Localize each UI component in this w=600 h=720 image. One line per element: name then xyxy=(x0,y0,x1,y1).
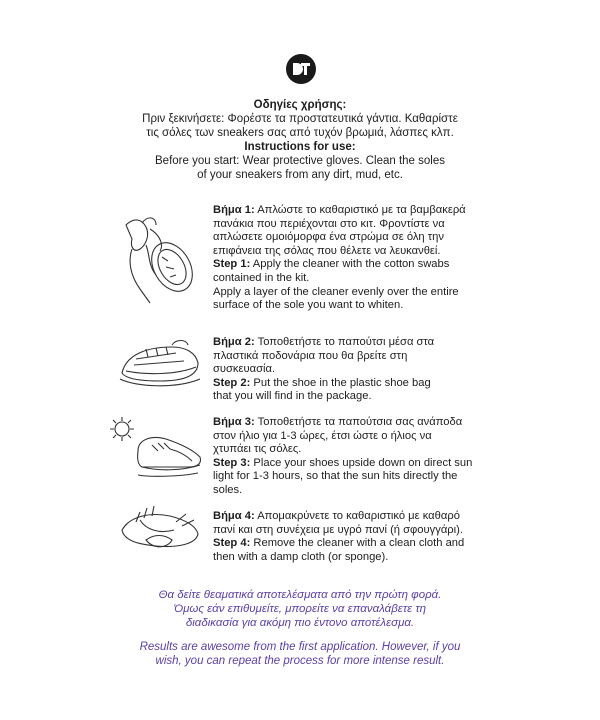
step-4-en-line-2: then with a damp cloth (or sponge). xyxy=(213,550,389,563)
step-4-el-line-2: πανί και στη συνέχεια με υγρό πανί (ή σφουγγάρι). xyxy=(213,523,463,536)
step-3 xyxy=(213,416,503,498)
results-note-el-line-2: Όμως εάν επιθυμείτε, μπορείτε να επαναλάβετε τη xyxy=(173,603,427,615)
logo-monogram-icon xyxy=(291,62,311,76)
step-2-el-line-3: συσκευασία. xyxy=(213,363,276,376)
brand-logo xyxy=(286,54,316,84)
step-1-en-line-2: contained in the kit. xyxy=(213,271,310,284)
intro-line-el-1: Πριν ξεκινήσετε: Φορέστε τα προστατευτικά γάντια. Καθαρίστε xyxy=(142,113,458,125)
step-3-en-line-2: light for 1-3 hours, so that the sun hits directly the xyxy=(213,470,458,483)
results-note-en-line-2: wish, you can repeat the process for more intense result. xyxy=(155,655,445,667)
step-1-en-line-1: Step 1: Apply the cleaner with the cotton swabs xyxy=(213,258,450,271)
step-1-label-el: Βήμα 1: xyxy=(213,204,255,216)
instructions-title-el: Οδηγίες χρήσης: xyxy=(253,99,347,111)
step-2-en-line-1: Step 2: Put the shoe in the plastic shoe bag xyxy=(213,376,431,389)
results-note-el-line-1: Θα δείτε θεαματικά αποτελέσματα από την πρώτη φορά. xyxy=(158,589,442,601)
step2-shoe-bag-illustration xyxy=(116,335,202,395)
step-1-en-line-4: surface of the sole you want to whiten. xyxy=(213,299,404,312)
results-note-en-line-1: Results are awesome from the first application. However, if you xyxy=(139,641,461,653)
step-1-el-line-3: απλώσετε ομοιόμορφα ένα στρώμα σε όλη την xyxy=(213,231,444,244)
step-1-label-en: Step 1: xyxy=(213,258,251,271)
step-3-label-el: Βήμα 3: xyxy=(213,416,255,428)
instructions-title-en: Instructions for use: xyxy=(244,141,356,153)
step-3-en-line-3: soles. xyxy=(213,483,243,496)
step-2-label-en: Step 2: xyxy=(213,376,251,389)
step-1-en-line-3: Apply a layer of the cleaner evenly over the entire xyxy=(213,285,459,298)
step-1-el-line-2: πανάκια που περιέχονται στο κιτ. Φροντίστε να xyxy=(213,217,445,230)
step-4-label-en: Step 4: xyxy=(213,537,251,550)
sun-icon xyxy=(115,422,129,436)
step-4 xyxy=(213,510,503,564)
step4-cloth-wipe-illustration xyxy=(116,500,202,560)
intro-line-en-1: Before you start: Wear protective gloves. Clean the soles xyxy=(155,155,445,167)
step3-sun-shoe-illustration xyxy=(108,415,206,495)
step-1-el-line-1: Βήμα 1: Απλώστε το καθαριστικό με τα βαμβακερά xyxy=(213,204,466,216)
results-note-el xyxy=(0,588,600,630)
step-2-el-line-1: Βήμα 2: Τοποθετήστε το παπούτσι μέσα στα xyxy=(213,336,435,348)
step-2-en-line-2: that you will find in the package. xyxy=(213,390,372,403)
step-3-el-line-1: Βήμα 3: Τοποθετήστε τα παπούτσια σας ανάποδα xyxy=(213,416,463,428)
step-4-el-line-1: Βήμα 4: Απομακρύνετε το καθαριστικό με καθαρό xyxy=(213,510,460,522)
step-2-label-el: Βήμα 2: xyxy=(213,336,255,348)
intro-line-el-2: τις σόλες των sneakers σας από τυχόν βρωμιά, λάσπες κλπ. xyxy=(146,127,454,139)
step-3-en-line-1: Step 3: Place your shoes upside down on direct sun xyxy=(213,456,473,469)
step-1-el-line-4: επιφάνεια της σόλας που θέλετε να λευκανθεί. xyxy=(213,244,441,257)
step-4-label-el: Βήμα 4: xyxy=(213,510,255,522)
step-2 xyxy=(213,336,503,404)
intro-line-en-2: of your sneakers from any dirt, mud, etc. xyxy=(197,169,403,181)
step-3-label-en: Step 3: xyxy=(213,456,251,469)
step-2-el-line-2: πλαστικά ποδονάρια που θα βρείτε στη xyxy=(213,349,408,362)
results-note-el-line-3: διαδικασία για ακόμη πιο έντονο αποτέλεσμα. xyxy=(185,617,415,629)
step-4-en-line-1: Step 4: Remove the cleaner with a clean cloth and xyxy=(213,537,465,550)
step-3-el-line-3: χτυπάει τις σόλες. xyxy=(213,443,302,456)
intro-section xyxy=(0,98,600,182)
step-3-el-line-2: στον ήλιο για 1-3 ώρες, έτσι ώστε ο ήλιος να xyxy=(213,429,432,442)
step1-hand-sole-illustration xyxy=(120,205,202,305)
step-1 xyxy=(213,204,503,313)
results-note-en xyxy=(0,640,600,668)
